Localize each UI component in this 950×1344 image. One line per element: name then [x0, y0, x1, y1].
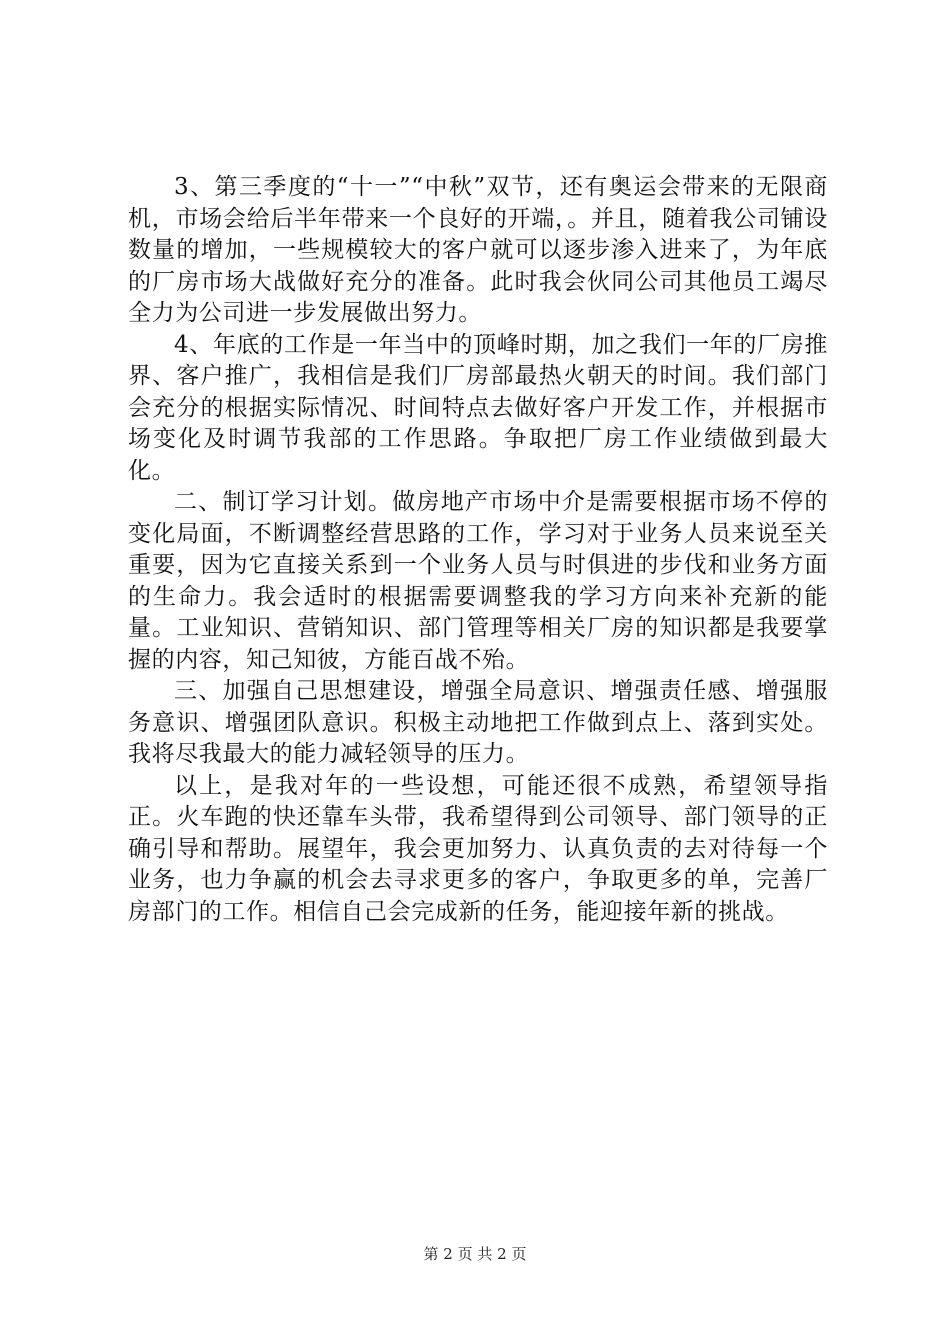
- page-number-footer: 第 2 页 共 2 页: [423, 1245, 527, 1263]
- paragraph-study-plan: 二、制订学习计划。做房地产市场中介是需要根据市场不停的变化局面，不断调整经营思路的工作，学习对于业务人员来说至关重要，因为它直接关系到一个业务人员与时俱进的步伐和业务方面的生命力。我会适时的根据需要调整我的学习方向来补充新的能量。工业知识、营销知识、部门管理等相关厂房的知识都是我要掌握的内容，知己知彼，方能百战不殆。: [128, 489, 828, 673]
- paragraph-item-4: 4、年底的工作是一年当中的顶峰时期，加之我们一年的厂房推界、客户推广，我相信是我们厂房部最热火朝天的时间。我们部门会充分的根据实际情况、时间特点去做好客户开发工作，并根据市场变化及时调节我部的工作思路。争取把厂房工作业绩做到最大化。: [128, 331, 828, 484]
- paragraph-conclusion: 以上，是我对年的一些设想，可能还很不成熟，希望领导指正。火车跑的快还靠车头带，我希望得到公司领导、部门领导的正确引导和帮助。展望年，我会更加努力、认真负责的去对待每一个业务，也力争赢的机会去寻求更多的客户，争取更多的单，完善厂房部门的工作。相信自己会完成新的任务，能迎接年新的挑战。: [128, 772, 828, 925]
- document-body: [128, 172, 828, 928]
- paragraph-self-improvement: 三、加强自己思想建设，增强全局意识、增强责任感、增强服务意识、增强团队意识。积极主动地把工作做到点上、落到实处。我将尽我最大的能力减轻领导的压力。: [128, 678, 828, 767]
- paragraph-item-3: 3、第三季度的“十一”“中秋”双节，还有奥运会带来的无限商机，市场会给后半年带来一个良好的开端，。并且，随着我公司铺设数量的增加，一些规模较大的客户就可以逐步渗入进来了，为年底的厂房市场大战做好充分的准备。此时我会伙同公司其他员工竭尽全力为公司进一步发展做出努力。: [128, 174, 828, 326]
